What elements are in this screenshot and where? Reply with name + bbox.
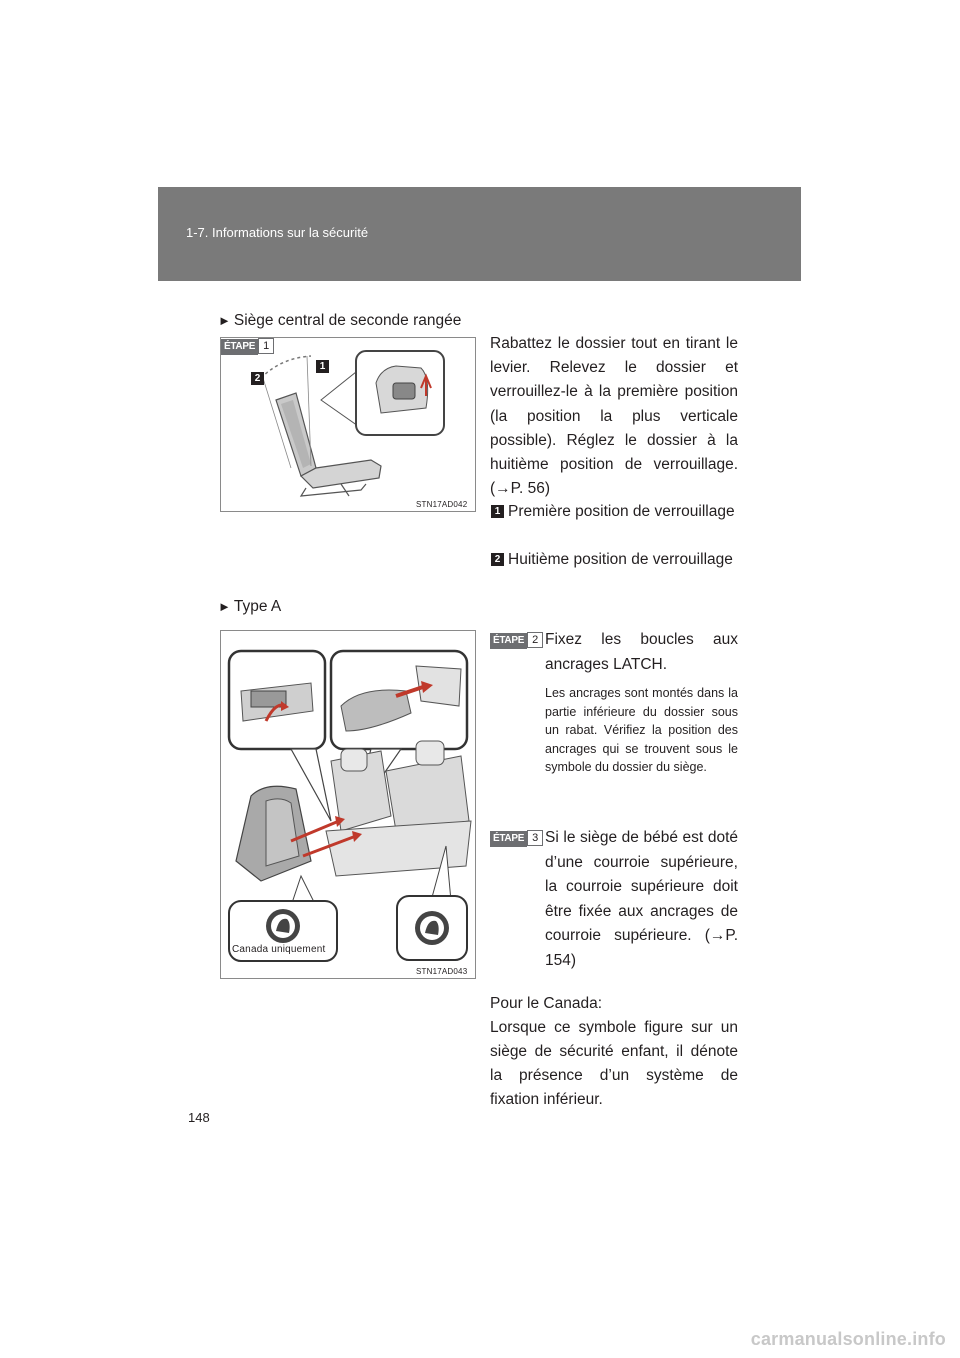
- figure-latch-anchors: [220, 630, 476, 979]
- step-badge-label: ÉTAPE: [221, 339, 258, 355]
- latch-anchors-illustration: [221, 631, 475, 978]
- canada-heading: Pour le Canada:: [490, 995, 603, 1012]
- subsection-center-seat: [218, 312, 461, 330]
- item-2-label: Huitième position de verrouillage: [508, 551, 733, 568]
- callout-1-box: 1: [316, 360, 329, 373]
- page-number: 148: [188, 1110, 210, 1125]
- subsection-center-seat-label: Siège central de seconde rangée: [233, 312, 462, 329]
- step-badge-3: [490, 830, 543, 846]
- triangle-bullet-icon: ►: [218, 599, 231, 614]
- step-badge-number: 2: [527, 632, 543, 648]
- subsection-type-a: [218, 598, 281, 616]
- figure1-code: STN17AD042: [416, 500, 468, 509]
- item-1-marker: 1: [491, 505, 504, 518]
- step-badge-label: ÉTAPE: [490, 831, 527, 847]
- step-badge-number: 1: [258, 338, 274, 354]
- step2-text: Fixez les boucles aux ancrages LATCH.: [545, 631, 738, 673]
- callout-2-box: 2: [251, 372, 264, 385]
- watermark: carmanualsonline.info: [750, 1329, 946, 1349]
- section-title: 1-7. Informations sur la sécurité: [186, 225, 369, 240]
- step-badge-2: [490, 632, 543, 648]
- figure-seat-recline: [220, 337, 476, 512]
- step-badge-label: ÉTAPE: [490, 633, 527, 649]
- figure2-code: STN17AD043: [416, 967, 468, 976]
- item-1-label: Première position de verrouillage: [508, 503, 735, 520]
- step-badge-number: 3: [527, 830, 543, 846]
- subsection-type-a-label: Type A: [233, 598, 282, 615]
- canada-text: Lorsque ce symbole figure sur un siège de sécurité enfant, il dénote la présence d’un système de fixation inférieur.: [490, 1019, 738, 1108]
- step-badge-1: [221, 338, 274, 354]
- triangle-bullet-icon: ►: [218, 313, 231, 328]
- step1-text: Rabattez le dossier tout en tirant le levier. Relevez le dossier et verrouillez-le à la première position (la position la plus verticale possible). Réglez le dossier à la huitième position de verrouillage. (→P. 56): [490, 335, 738, 498]
- section-header: [158, 187, 801, 281]
- item-2-marker: 2: [491, 553, 504, 566]
- seat-recline-illustration: [221, 338, 475, 511]
- step2-note: Les ancrages sont montés dans la partie inférieure du dossier sous un rabat. Vérifiez la position des ancrages qui se trouvent sous le symbole du dossier du siège.: [545, 686, 738, 775]
- canada-only-label: Canada uniquement: [232, 944, 326, 955]
- step3-text: Si le siège de bébé est doté d’une courroie supérieure, la courroie supérieure doit être fixée aux ancrages de courroie supérieure. (→P. 154): [545, 829, 738, 969]
